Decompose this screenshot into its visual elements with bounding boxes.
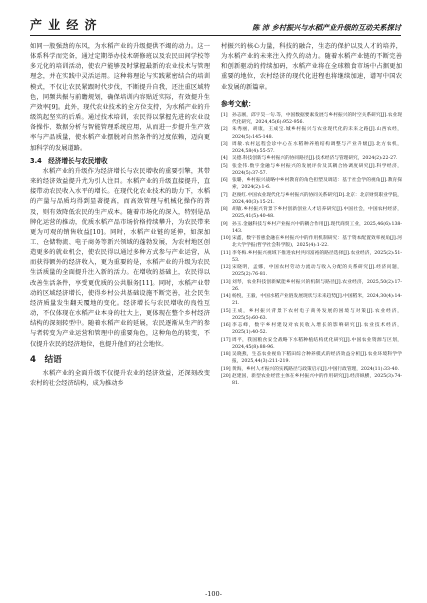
reference-text: 孙玉.金融科技与乡村产业振兴中的耦合作用[J].现代商贸工业，2025,46(6):138-143. <box>232 221 402 234</box>
reference-number: [4] <box>221 156 228 162</box>
body-paragraph: 如同一股强劲的东风，为水稻产业的升级提供不竭的动力。这一体系科学而完备，通过定期举办技术研修班以及农民田间学校等多元化的培训活动，使农户能够及时掌握最新的农业技术与管理理念，并在实践中灵活运用。这种将理论与实践紧密结合的培训模式，不仅让农民紧跟时代步伐，不断提升自我，还注重区域特色，同频共振与前瞻规划，确保培训内容贴近实际，有效提升生产效率[9]。此外，现代农业技术的全方位支持，为水稻产业的升级筑起坚实的后盾。通过技术培训，农民得以掌握先进的农业设备操作、数据分析与智能管理系统应用，从而进一步提升生产效率与产品质量，使水稻产业摆脱对自然条件的过度依赖，迈向更加科学的发展道路。 <box>30 43 210 152</box>
reference-text: 张金伟.数字金融与乡村振兴的发展评价及其耦合协调度研究[J].科学经济，2024(5):37-57. <box>232 163 402 176</box>
page-header <box>30 10 401 36</box>
reference-text: 宋鑫，数字普惠金融在乡村振兴中的作用机制研究：基于资本配置效率视角[J].河北大学学报(哲学社会科学版)，2025(4):1-22. <box>232 236 402 249</box>
reference-number: [8] <box>221 207 228 213</box>
reference-number: [7] <box>221 192 228 198</box>
reference-item <box>221 322 402 337</box>
reference-text: 杨悦，王毅，中国水稻产业链发展现状与未来趋势[J].中国稻米，2024,30(4):14-21. <box>232 294 402 307</box>
reference-item <box>221 112 402 127</box>
section-heading-conclusion: 4 结语 <box>30 354 62 365</box>
reference-item <box>221 308 402 323</box>
reference-number: [10] <box>221 236 231 242</box>
reference-item <box>221 373 402 388</box>
reference-number: [12] <box>221 265 231 271</box>
reference-number: [6] <box>221 178 228 184</box>
body-paragraph: 水稻产业的升级作为经济增长与农民增收的重要引擎，其带来的经济效益提升尤为引人注目。水稻产业的升级直接提升，直接带动农民收入水平的增长。在现代化农业技术的助力下，水稻的产量与品质均得到显著提高，而高效管理与机械化操作的普及，则有效降低农民的生产成本。随着市场化的深入，特别是品牌化运营的推动，优质水稻产品市场价格持续攀升，为农民带来更为可观的销售收益[10]。同时，水稻产业链的延伸，如深加工、仓储物流、电子商务等新兴领域的蓬勃发展，为农村地区创造更多的就业机会，使农民得以通过多种方式参与产业运营，从而获得额外的经济收入，更为重要的是，水稻产业的升级为农民生活质量的全面提升注入新的活力。在增收的基础上，农民得以改善生活条件，享受更优质的公共服务[11]。同时，水稻产业带动的区域经济增长，使得乡村公共基础设施不断完善，社会民生经济质量发生翻天覆地的变化。经济增长与农民增收的良性互动，不仅体现在水稻产业本身的壮大上，更体现在整个乡村经济结构的深刻转型中。随着水稻产业的延展，农民逐渐从生产的参与者转变为产业运营和管理中的重要角色，这种角色的转变，不仅提升农民的经济地位，也提升他们的社会地位。 <box>30 167 210 348</box>
reference-text: 王成，乡村振兴背景下农村电子商务发展的困境与对策[J].农业经济，2025(5):60-63. <box>232 308 402 321</box>
reference-text: 周平，我国粮食安全战略下水稻种植结构优化研究[J].中国农业资源与区划，2024,45(8):88-96. <box>232 337 402 350</box>
reference-number: [14] <box>221 294 231 300</box>
right-column <box>221 42 402 387</box>
reference-number: [11] <box>221 250 231 256</box>
reference-text: 孙志刚，邱宇昊一句.等，中国数据要素发展与乡村振兴的时空关系研究[J].农业现代化研究，2024,45(6):952-956. <box>232 112 402 126</box>
reference-number: [19] <box>221 366 231 372</box>
reference-text: 吴德.科技创新与乡村振兴的协同路径[J].技术经济与管理研究，2024(2):22-27. <box>232 156 398 162</box>
reference-number: [2] <box>221 127 228 133</box>
reference-text: 赵俊红.中国农业现代化与乡村振兴的协同关系研究[D].北京：北京财贸职业学院，2024,40(3):15-21. <box>232 192 402 205</box>
reference-text: 黄海，乡村人才振兴的实践路径与政策启示[J].中国行政管理，2024(11):33-40. <box>232 366 400 372</box>
reference-text: 李冬梅.乡村振兴视域下推进农村共同富裕的路径选择[J].农业经济，2025(2):51-53. <box>232 250 402 263</box>
reference-text: 宋晓明，孟娜，中国农村劳动力流动与收入分配的关系研究[J].经济问题，2025(2):76-81. <box>232 265 402 278</box>
page-number: -100- <box>205 590 222 598</box>
reference-text: 朱秀丽，胡康，王成宝.城乡村振兴与农业现代化的未来之路[J].山西农经，2024(5):145-148. <box>232 127 402 140</box>
reference-text: 张璐，乡村振兴战略中乡村教育的角色担塑及调适：基于社会学的视角[J].教育探索，2024(2):1-6. <box>232 178 402 191</box>
reference-number: [3] <box>221 141 228 147</box>
reference-text: 吴晓燕，生态农业视角下稻田综合种养模式的经济效益分析[J].农业环境科学学报，2025,44(3):211-219. <box>232 352 402 365</box>
reference-text: 刘琴，农业科技创新赋能乡村振兴的机制与路径[J].农业经济，2025,50(2):17-26. <box>232 279 402 292</box>
reference-number: [18] <box>221 352 231 358</box>
reference-number: [16] <box>221 323 231 329</box>
reference-list <box>221 112 402 388</box>
reference-item <box>221 250 402 265</box>
reference-number: [13] <box>221 279 231 285</box>
reference-number: [15] <box>221 308 231 314</box>
reference-item <box>221 235 402 250</box>
reference-item <box>221 264 402 279</box>
journal-section-name: 产 业 经 济 <box>30 18 98 32</box>
reference-item <box>221 337 402 352</box>
reference-item <box>221 221 402 236</box>
reference-number: [5] <box>221 163 228 169</box>
reference-number: [1] <box>221 112 228 118</box>
reference-number: [17] <box>221 337 231 343</box>
reference-text: 赵建国，新型农业经营主体在乡村振兴中的作用研究[J].经济纵横，2025(3):74-81. <box>232 373 402 387</box>
reference-text: 周敏.农村远程会诊中心在水稻种养殖结构调整与产业升级[J].北方农机，2024,58(4):55-57. <box>232 141 402 155</box>
reference-item <box>221 163 402 178</box>
reference-item <box>221 155 402 162</box>
reference-item <box>221 206 402 221</box>
reference-item <box>221 366 402 373</box>
left-column <box>30 42 210 389</box>
reference-number: [20] <box>221 373 231 379</box>
reference-item <box>221 177 402 192</box>
running-title: 陈 沛 乡村振兴与水稻产业升级的互动关系探讨 <box>252 23 401 32</box>
reference-text: 胡敏.乡村振兴背景下乡村创新创业人才培养研究[J].中国社会，中国农村经济，2025,41(5):40-48. <box>232 207 402 220</box>
references-heading: 参考文献： <box>221 99 255 108</box>
reference-item <box>221 141 402 156</box>
body-paragraph: 村振兴的核心力量，科技的融合，生态的保护以及人才的培养，为水稻产业的未来注入持久的动力。随着水稻产业链的不断完善和创新驱动的持续加码，水稻产业将在全球粮食市场中占据更加重要的地位，农村经济的现代化进程也将继续加速，谱写中国农业发展的新篇章。 <box>221 43 402 91</box>
reference-item <box>221 351 402 366</box>
reference-item <box>221 279 402 294</box>
body-paragraph: 水稻产业的全面升级不仅提升农业的经济效益，还深刻改变农村的社会经济结构，成为推动乡 <box>30 369 210 387</box>
reference-item <box>221 192 402 207</box>
reference-item <box>221 126 402 141</box>
section-heading-3-4: 3.4 经济增长与农民增收 <box>30 156 108 165</box>
reference-text: 李志峰，数字乡村建设对农民收入增长的影响研究[J].农业技术经济，2025(1):40-52. <box>232 323 402 336</box>
reference-number: [9] <box>221 221 228 227</box>
reference-item <box>221 293 402 308</box>
